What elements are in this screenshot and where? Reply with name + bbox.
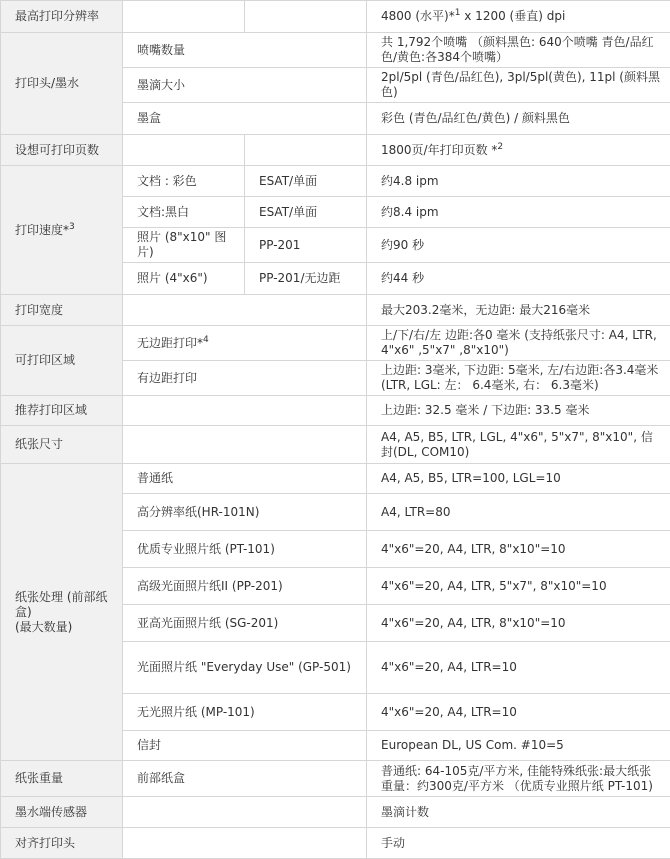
sub-label: 喷嘴数量 (123, 33, 367, 68)
row-label: 最高打印分辨率 (1, 1, 123, 33)
row-value: 4"x6"=20, A4, LTR, 5"x7", 8"x10"=10 (367, 568, 670, 605)
sub-label: 优质专业照片纸 (PT-101) (123, 531, 367, 568)
table-row (1, 761, 670, 797)
row-value: A4, A5, B5, LTR, LGL, 4"x6", 5"x7", 8"x10", 信封(DL, COM10) (367, 426, 670, 464)
table-row (1, 295, 670, 326)
row-label: 纸张尺寸 (1, 426, 123, 464)
row-label: 打印宽度 (1, 295, 123, 326)
label-text: 无边距打印* (137, 335, 204, 350)
sub-label (123, 326, 367, 361)
footnote-mark: 1 (454, 8, 461, 18)
sub-label: ESAT/单面 (245, 166, 367, 197)
table-row (1, 396, 670, 426)
sub-label: PP-201 (245, 228, 367, 263)
sub-label: 照片 (8"x10" 图片) (123, 228, 245, 263)
sub-label: ESAT/单面 (245, 197, 367, 228)
row-value: 4"x6"=20, A4, LTR=10 (367, 694, 670, 731)
value-text: 1800页/年打印页数 * (381, 142, 498, 157)
row-label (1, 166, 123, 295)
row-value: A4, LTR=80 (367, 494, 670, 531)
table-row (1, 464, 670, 494)
row-value: 彩色 (青色/品红色/黄色) / 颜料黑色 (367, 103, 670, 135)
row-label: 设想可打印页数 (1, 135, 123, 166)
row-value: 上边距: 3毫米, 下边距: 5毫米, 左/右边距:各3.4毫米 (LTR, LGL: 左： 6.4毫米, 右： 6.3毫米) (367, 361, 670, 396)
row-value: 普通纸: 64-105克/平方米, 佳能特殊纸张:最大纸张重量：约300克/平方米 （优质专业照片纸 PT-101) (367, 761, 670, 797)
row-value: 约44 秒 (367, 263, 670, 295)
footnote-mark: 4 (203, 334, 209, 345)
row-value: 最大203.2毫米，无边距: 最大216毫米 (367, 295, 670, 326)
row-value: 上/下/右/左 边距:各0 毫米 (支持纸张尺寸: A4, LTR, 4"x6" ,5"x7" ,8"x10") (367, 326, 670, 361)
footnote-mark: 2 (497, 141, 504, 152)
row-label: 纸张重量 (1, 761, 123, 797)
sub-label: 亚高光面照片纸 (SG-201) (123, 605, 367, 642)
sub-label: 文档:黑白 (123, 197, 245, 228)
row-value: 4"x6"=20, A4, LTR=10 (367, 642, 670, 694)
row-label: 可打印区域 (1, 326, 123, 396)
row-value (367, 135, 670, 166)
row-value: 4"x6"=20, A4, LTR, 8"x10"=10 (367, 531, 670, 568)
table-row (1, 135, 670, 166)
row-value: 共 1,792个喷嘴 （颜料黑色: 640个喷嘴 青色/品红色/黄色:各384个喷嘴） (367, 33, 670, 68)
row-value: 约8.4 ipm (367, 197, 670, 228)
sub-label: 墨盒 (123, 103, 367, 135)
footnote-mark: 3 (69, 221, 75, 232)
sub-label: 光面照片纸 "Everyday Use" (GP-501) (123, 642, 367, 694)
table-row (1, 1, 670, 33)
sub-label: PP-201/无边距 (245, 263, 367, 295)
table-row (1, 166, 670, 197)
table-row (1, 797, 670, 828)
sub-label: 文档 : 彩色 (123, 166, 245, 197)
row-label: 推荐打印区域 (1, 396, 123, 426)
value-text: 4800 (水平)* (381, 9, 455, 23)
table-row (1, 33, 670, 68)
row-label: 对齐打印头 (1, 828, 123, 859)
label-text: (最大数量) (15, 619, 73, 634)
sub-label: 普通纸 (123, 464, 367, 494)
row-value: 墨滴计数 (367, 797, 670, 828)
row-value: European DL, US Com. #10=5 (367, 731, 670, 761)
sub-label: 无光照片纸 (MP-101) (123, 694, 367, 731)
row-value: 约4.8 ipm (367, 166, 670, 197)
sub-label: 高分辨率纸(HR-101N) (123, 494, 367, 531)
row-label: 打印头/墨水 (1, 33, 123, 135)
sub-label: 前部纸盒 (123, 761, 367, 797)
row-value: 上边距: 32.5 毫米 / 下边距: 33.5 毫米 (367, 396, 670, 426)
label-text: 纸张处理 (前部纸盒) (15, 589, 108, 619)
value-text: x 1200 (垂直) dpi (460, 9, 566, 23)
table-row (1, 326, 670, 361)
sub-label: 有边距打印 (123, 361, 367, 396)
row-label: 墨水端传感器 (1, 797, 123, 828)
sub-label: 高级光面照片纸II (PP-201) (123, 568, 367, 605)
sub-label: 照片 (4"x6") (123, 263, 245, 295)
sub-label: 墨滴大小 (123, 68, 367, 103)
row-value: 手动 (367, 828, 670, 859)
label-text: 打印速度* (15, 222, 70, 237)
table-row (1, 426, 670, 464)
row-value (367, 1, 670, 33)
row-value: 约90 秒 (367, 228, 670, 263)
row-value: 4"x6"=20, A4, LTR, 8"x10"=10 (367, 605, 670, 642)
sub-label: 信封 (123, 731, 367, 761)
row-value: A4, A5, B5, LTR=100, LGL=10 (367, 464, 670, 494)
row-value: 2pl/5pl (青色/品红色), 3pl/5pl(黄色), 11pl (颜料黑色) (367, 68, 670, 103)
table-row (1, 828, 670, 859)
row-label (1, 464, 123, 761)
